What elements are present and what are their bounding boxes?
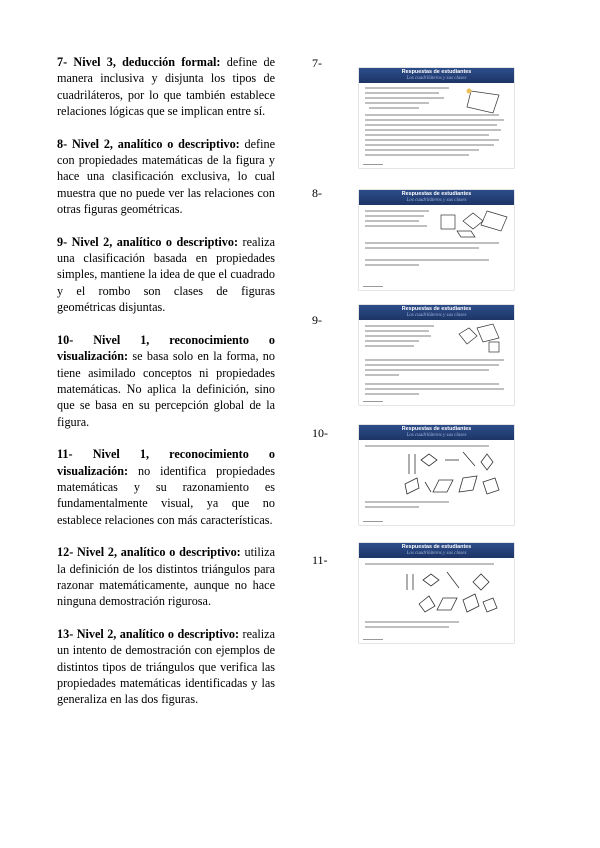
slide-label: 9- [312,313,322,327]
slide-label: 7- [312,56,322,70]
paragraph-heading: 8- Nivel 2, analítico o descriptivo: [57,136,240,151]
slide-thumbnail-8 [359,190,514,290]
paragraph-body: no identifica propiedades matemáticas y su razonamiento es fundamentalmente visual, ya que no establece relaciones con más características. [57,463,275,527]
handwritten-answer-image [359,558,514,643]
slide-label: 8- [312,186,322,200]
paragraph-body: se basa solo en la forma, no tiene asimilado conceptos ni propiedades matemáticas. No aplica la definición, sino que se basa en su percepción global de la figura. [57,349,275,429]
paragraph-body: realiza una clasificación basada en propiedades simples, mantiene la idea de que el cuadrado y el rombo son clases de figuras geométricas disjuntas. [57,234,275,315]
paragraph-7 [57,54,275,120]
slide-thumbnail-9 [359,305,514,405]
paragraph-heading: 7- Nivel 3, deducción formal: [57,55,221,69]
slide-title: Respuestas de estudiantes [401,426,472,432]
handwritten-answer-image [359,83,514,168]
slides-column [312,0,572,848]
slide-label: 10- [312,426,328,440]
paragraph-9 [57,234,275,316]
paragraph-13 [57,626,275,708]
analysis-column [57,54,275,724]
slide-label: 11- [312,553,328,567]
paragraph-heading: 12- Nivel 2, analítico o descriptivo: [57,545,241,560]
slide-title: Respuestas de estudiantes [401,69,472,75]
paragraph-body: utiliza la definición de los distintos triángulos para razonar matemáticamente, aunque no hace ninguna demostración rigurosa. [57,545,275,609]
slide-title: Respuestas de estudiantes [401,191,472,197]
paragraph-heading: 9- Nivel 2, analítico o descriptivo: [57,234,239,249]
slide-subtitle: Los cuadriláteros y sus clases [406,432,467,438]
slide-subtitle: Los cuadriláteros y sus clases [406,312,467,318]
handwritten-answer-image [359,320,514,405]
paragraph-10 [57,332,275,430]
paragraph-heading: 10- Nivel 1, reconocimiento o visualización: [57,332,275,364]
slide-footer [363,638,510,641]
slide-footer [363,285,510,288]
slide-thumbnail-11 [359,543,514,643]
slide-footer [363,400,510,403]
slide-thumbnail-7 [359,68,514,168]
slide-subtitle: Los cuadriláteros y sus clases [406,75,467,81]
slide-subtitle: Los cuadriláteros y sus clases [406,550,467,556]
paragraph-11 [57,446,275,528]
slide-title: Respuestas de estudiantes [401,306,472,312]
handwritten-answer-image [359,440,514,525]
paragraph-8 [57,136,275,218]
paragraph-12 [57,544,275,610]
paragraph-body: define de manera inclusiva y disjunta los tipos de cuadriláteros, por lo que también establece relaciones lógicas que se implican entre sí. [57,55,275,119]
paragraph-body: realiza un intento de demostración con ejemplos de distintos tipos de triángulos que verifica las propiedades matemáticas identificadas y las generaliza en las dos figuras. [57,626,275,707]
paragraph-heading: 11- Nivel 1, reconocimiento o visualización: [57,447,275,478]
slide-thumbnail-10 [359,425,514,525]
paragraph-body: define con propiedades matemáticas de la figura y hace una clasificación exclusiva, lo cual muestra que no puede ver las relaciones con otras figuras geométricas. [57,136,275,217]
slide-subtitle: Los cuadriláteros y sus clases [406,197,467,203]
slide-footer [363,163,510,166]
slide-footer [363,520,510,523]
paragraph-heading: 13- Nivel 2, analítico o descriptivo: [57,626,240,641]
slide-title: Respuestas de estudiantes [401,544,472,550]
handwritten-answer-image [359,205,514,290]
